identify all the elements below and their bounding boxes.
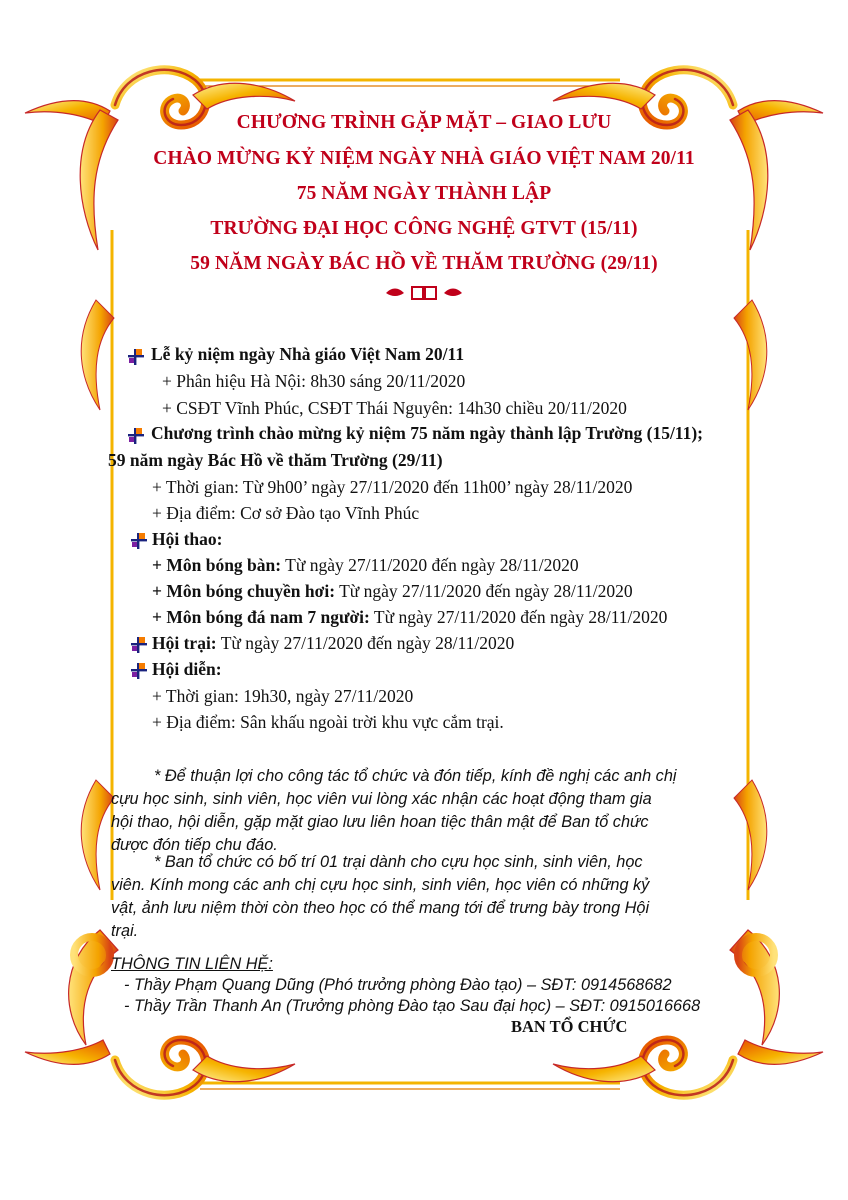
organizer-signature: BAN TỔ CHỨC (511, 1017, 628, 1036)
flag-bullet-icon (130, 636, 148, 654)
note-2-line: trại. (111, 922, 139, 940)
section-2-heading-cont: 59 năm ngày Bác Hồ về thăm Trường (29/11) (108, 450, 443, 470)
sport-label: + Môn bóng đá nam 7 người: (152, 607, 370, 627)
note-2-line: * Ban tổ chức có bố trí 01 trại dành cho cựu học sinh, sinh viên, học (154, 853, 643, 871)
contact-person: - Thầy Trần Thanh An (Trưởng phòng Đào tạo Sau đại học) – SĐT: 0915016668 (124, 997, 701, 1015)
title-line-5: 59 NĂM NGÀY BÁC HỒ VỀ THĂM TRƯỜNG (29/11) (190, 253, 658, 274)
title-line-4: TRƯỜNG ĐẠI HỌC CÔNG NGHỆ GTVT (15/11) (210, 218, 638, 239)
sport-label: + Môn bóng chuyền hơi: (152, 581, 336, 601)
title-line-1: CHƯƠNG TRÌNH GẶP MẶT – GIAO LƯU (236, 112, 612, 133)
section-5-item: + Địa điểm: Sân khấu ngoài trời khu vực cắm trại. (152, 712, 504, 732)
note-1-line: hội thao, hội diễn, gặp mặt giao lưu liên hoan tiệc thân mật để Ban tổ chức (111, 813, 649, 831)
section-2-item: + Địa điểm: Cơ sở Đào tạo Vĩnh Phúc (152, 503, 420, 523)
note-1-line: cựu học sinh, sinh viên, học viên vui lòng xác nhận các hoạt động tham gia (111, 790, 652, 808)
flag-bullet-icon (127, 427, 145, 445)
note-1-line: * Để thuận lợi cho công tác tổ chức và đón tiếp, kính đề nghị các anh chị (154, 767, 677, 785)
section-2-item: + Thời gian: Từ 9h00’ ngày 27/11/2020 đến 11h00’ ngày 28/11/2020 (152, 477, 633, 497)
section-5-heading: Hội diễn: (152, 659, 222, 679)
title-line-2: CHÀO MỪNG KỶ NIỆM NGÀY NHÀ GIÁO VIỆT NAM 20/11 (153, 148, 695, 169)
sport-label: + Môn bóng bàn: (152, 555, 282, 575)
section-1-heading: Lễ kỷ niệm ngày Nhà giáo Việt Nam 20/11 (151, 344, 465, 364)
note-1-line: được đón tiếp chu đáo. (111, 836, 278, 854)
section-3-heading: Hội thao: (152, 529, 223, 549)
section-3-item (152, 607, 667, 628)
contact-heading: THÔNG TIN LIÊN HỆ: (111, 955, 273, 973)
section-4-heading: Hội trại: (152, 633, 217, 653)
section-1-item: + Phân hiệu Hà Nội: 8h30 sáng 20/11/2020 (162, 371, 466, 391)
flag-bullet-icon (130, 532, 148, 550)
sport-date: Từ ngày 27/11/2020 đến ngày 28/11/2020 (335, 581, 633, 601)
title-line-3: 75 NĂM NGÀY THÀNH LẬP (296, 183, 552, 204)
section-5-item: + Thời gian: 19h30, ngày 27/11/2020 (152, 686, 414, 706)
section-4-line (152, 633, 514, 654)
sport-date: Từ ngày 27/11/2020 đến ngày 28/11/2020 (369, 607, 668, 627)
flag-bullet-icon (127, 348, 145, 366)
sport-date: Từ ngày 27/11/2020 đến ngày 28/11/2020 (281, 555, 579, 575)
book-ornament-icon (384, 285, 464, 301)
section-3-item (152, 581, 633, 602)
section-3-item (152, 555, 579, 576)
flag-bullet-icon (130, 662, 148, 680)
note-2-line: viên. Kính mong các anh chị cựu học sinh, sinh viên, học viên có những kỷ (111, 876, 650, 894)
contact-person: - Thầy Phạm Quang Dũng (Phó trưởng phòng Đào tạo) – SĐT: 0914568682 (124, 976, 672, 994)
note-2-line: vật, ảnh lưu niệm thời còn theo học có thể mang tới để trưng bày trong Hội (111, 899, 650, 917)
section-1-item: + CSĐT Vĩnh Phúc, CSĐT Thái Nguyên: 14h30 chiều 20/11/2020 (162, 398, 627, 418)
section-4-date: Từ ngày 27/11/2020 đến ngày 28/11/2020 (216, 633, 515, 653)
section-2-heading: Chương trình chào mừng kỷ niệm 75 năm ngày thành lập Trường (15/11); (151, 423, 703, 443)
